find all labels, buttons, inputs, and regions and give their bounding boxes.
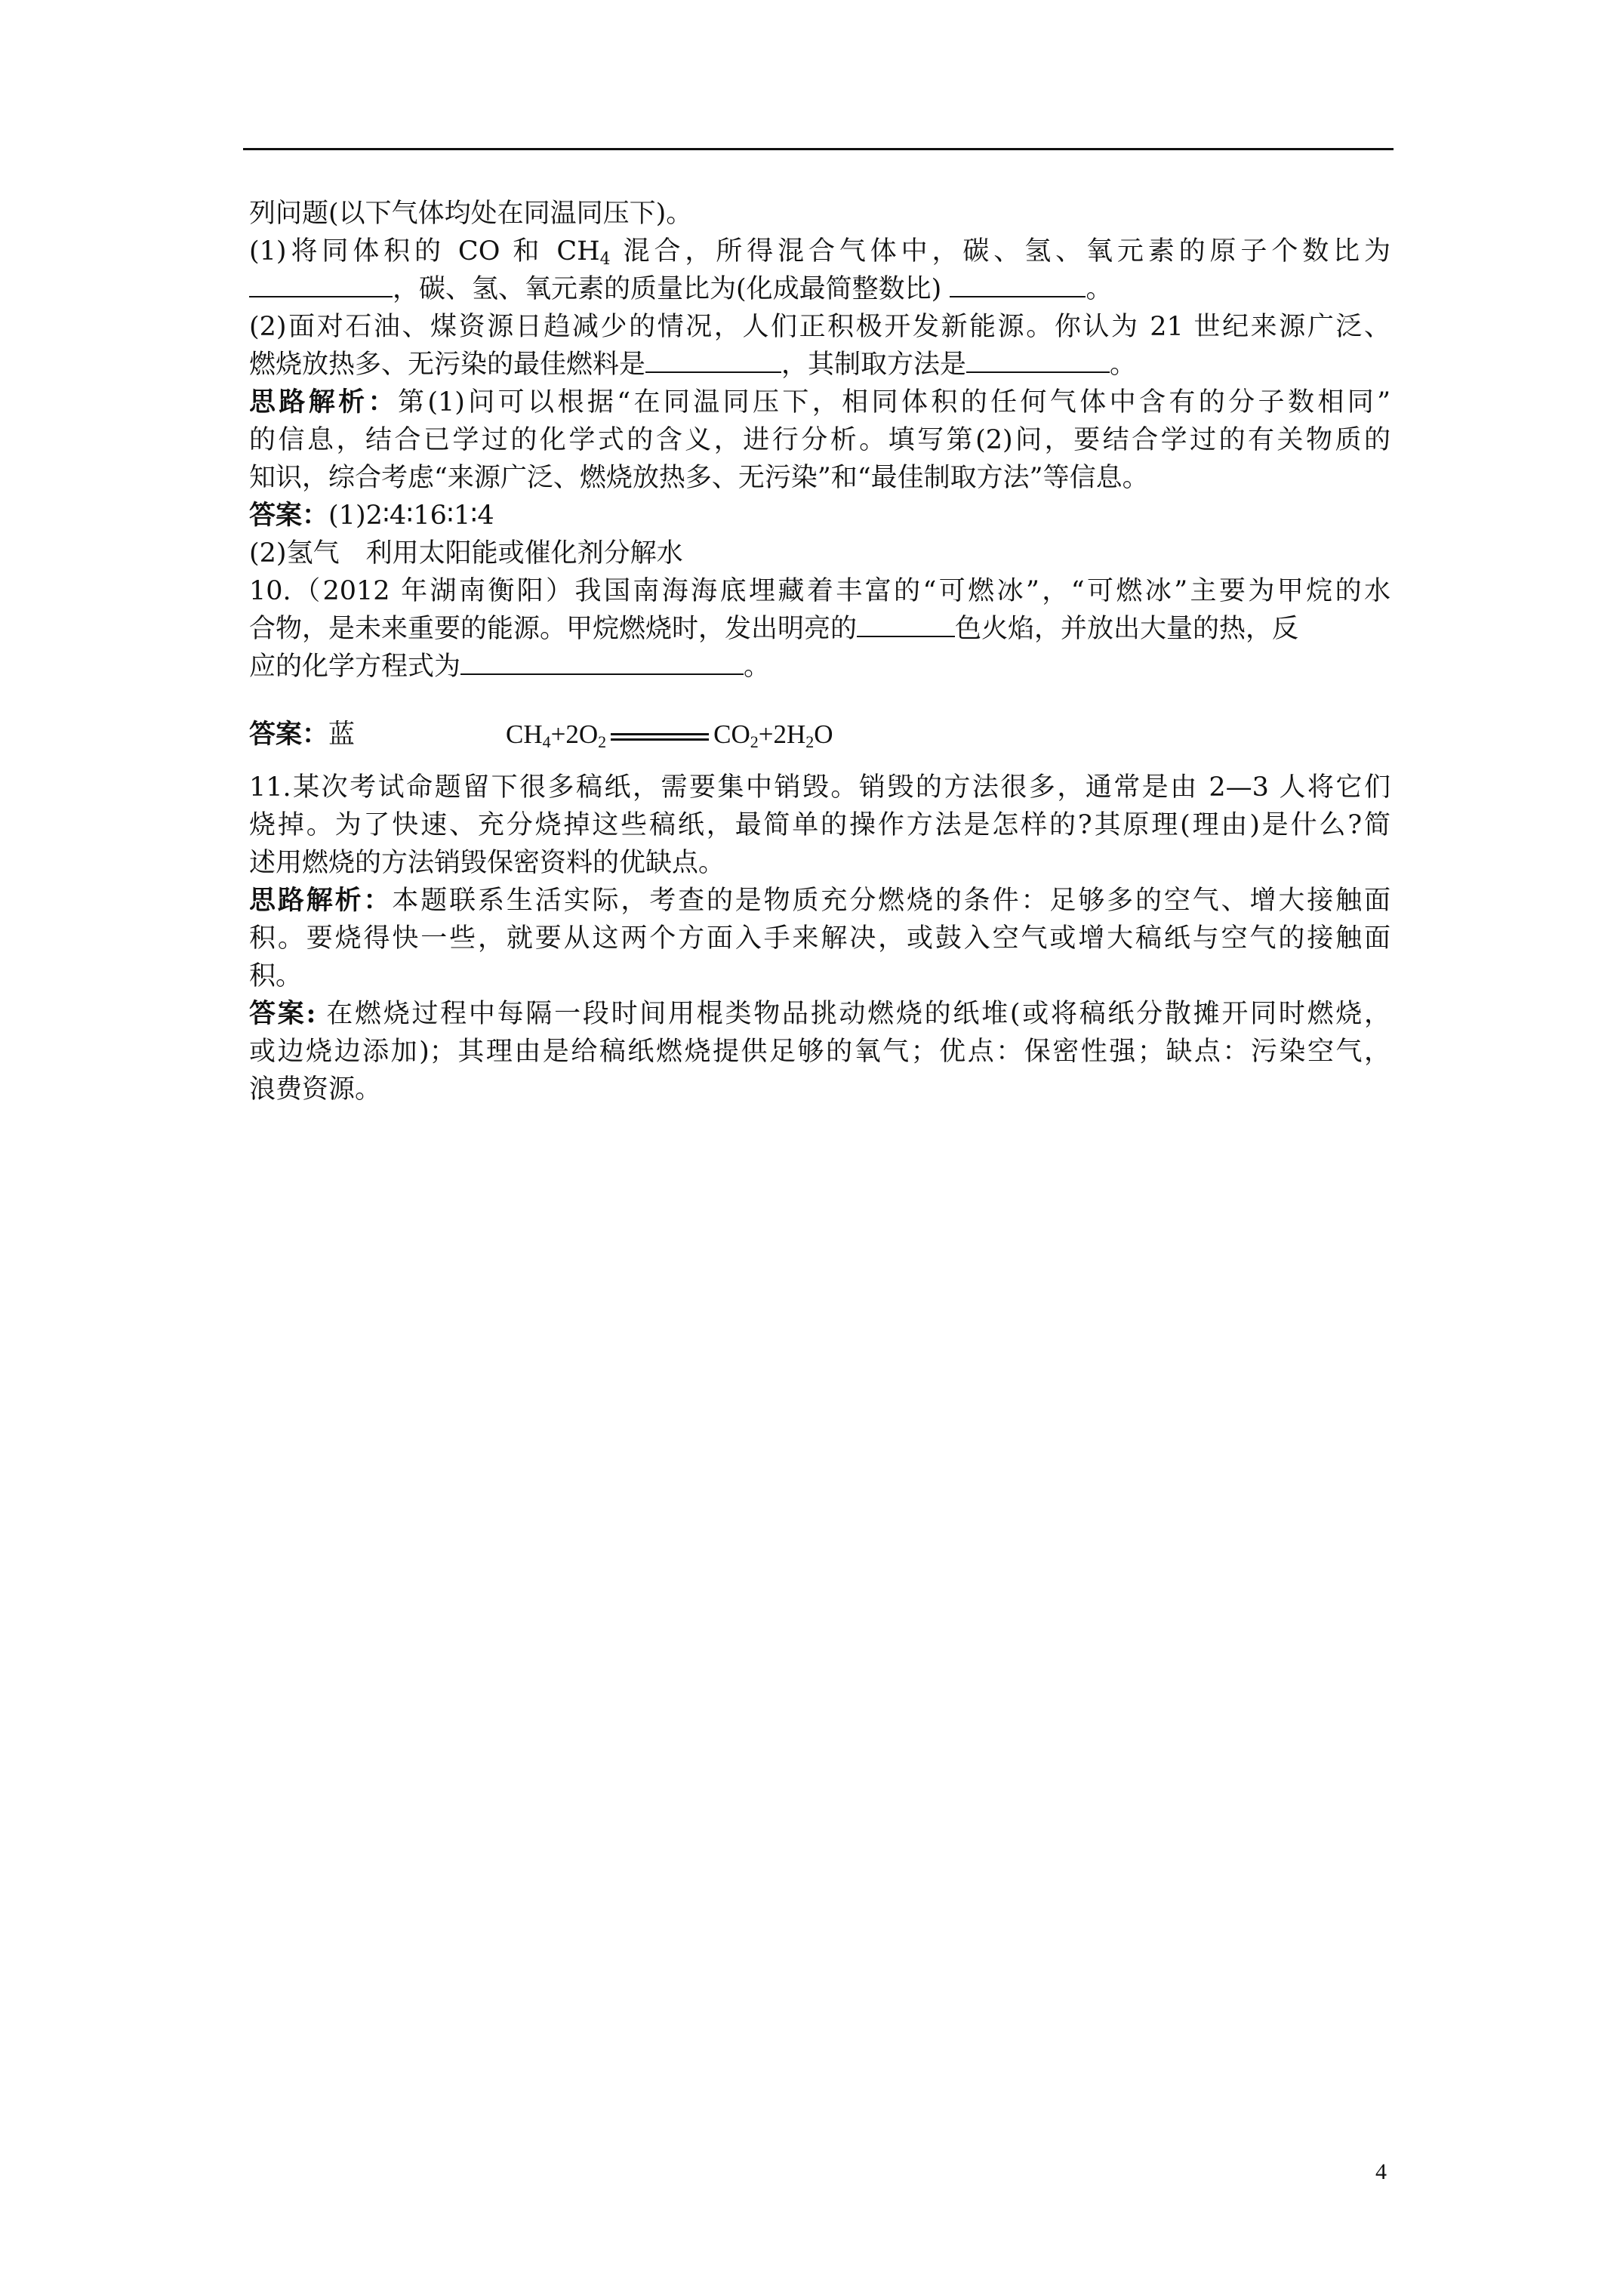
answer-line bbox=[249, 995, 1390, 1033]
analysis-line bbox=[249, 882, 1390, 920]
text: 述用燃烧的方法销毁保密资料的优缺点。 bbox=[249, 848, 725, 878]
question-11-line bbox=[249, 806, 1390, 844]
text: 积。要烧得快一些，就要从这两个方面入手来解决，或鼓入空气或增大稿纸与空气的接触面 bbox=[249, 923, 1390, 954]
answer-line bbox=[249, 1033, 1390, 1071]
text: 。 bbox=[1110, 350, 1137, 380]
text: 浪费资源。 bbox=[249, 1074, 382, 1105]
analysis-line bbox=[249, 384, 1390, 421]
header-rule bbox=[243, 148, 1394, 150]
answer-line bbox=[249, 1071, 1390, 1108]
text: 本题联系生活实际，考查的是物质充分燃烧的条件：足够多的空气、增大接触面 bbox=[392, 886, 1390, 916]
text: 色火焰，并放出大量的热，反 bbox=[955, 614, 1299, 644]
text: 11.某次考试命题留下很多稿纸，需要集中销毁。销毁的方法很多，通常是由 2—3 人将它们 bbox=[249, 772, 1390, 803]
answer-blank bbox=[857, 610, 955, 637]
text: 10.（2012 年湖南衡阳）我国南海海底埋藏着丰富的“可燃冰”，“可燃冰”主要为甲烷的水 bbox=[249, 576, 1390, 606]
question-1-blanks-line bbox=[249, 270, 1390, 308]
text: 蓝 bbox=[328, 720, 356, 750]
text: (1)2∶4∶16∶1∶4 bbox=[328, 501, 494, 531]
subscript: 2 bbox=[805, 732, 815, 751]
text: 在燃烧过程中每隔一段时间用棍类物品挑动燃烧的纸堆(或将稿纸分散摊开同时燃烧， bbox=[316, 999, 1390, 1029]
text: 的信息，结合已学过的化学式的含义，进行分析。填写第(2)问，要结合学过的有关物质的 bbox=[249, 425, 1390, 455]
text: 。 bbox=[744, 652, 771, 682]
answer-label: 答案： bbox=[249, 719, 329, 750]
text: 合物，是未来重要的能源。甲烷燃烧时，发出明亮的 bbox=[249, 614, 858, 644]
text: (2)氢气 利用太阳能或催化剂分解水 bbox=[249, 538, 683, 569]
text: ，其制取方法是 bbox=[781, 350, 967, 380]
text: 列问题(以下气体均处在同温同压下)。 bbox=[249, 199, 693, 229]
question-10-line bbox=[249, 610, 1390, 648]
answer-line bbox=[249, 535, 1390, 572]
text: ，碳、氢、氧元素的质量比为(化成最简整数比) bbox=[393, 274, 950, 304]
text: (1)将同体积的 CO 和 CH bbox=[249, 236, 600, 267]
answer-equation-line bbox=[249, 716, 1390, 769]
formula-part: CO bbox=[713, 720, 750, 749]
answer-blank bbox=[966, 346, 1110, 373]
analysis-label: 思路解析： bbox=[249, 885, 393, 916]
text: 燃烧放热多、无污染的最佳燃料是 bbox=[249, 350, 646, 380]
reaction-equals-sign bbox=[611, 733, 709, 741]
question-2-line bbox=[249, 308, 1390, 346]
analysis-line bbox=[249, 421, 1390, 459]
text-line bbox=[249, 195, 1390, 233]
page-number: 4 bbox=[1375, 2159, 1387, 2184]
subscript: 4 bbox=[542, 732, 551, 751]
answer-blank bbox=[249, 270, 393, 297]
text: 第(1)问可以根据“在同温同压下，相同体积的任何气体中含有的分子数相同” bbox=[397, 387, 1390, 418]
text: 知识，综合考虑“来源广泛、燃烧放热多、无污染”和“最佳制取方法”等信息。 bbox=[249, 463, 1149, 493]
answer-blank bbox=[645, 346, 781, 373]
text: (2)面对石油、煤资源日趋减少的情况，人们正积极开发新能源。你认为 21 世纪来源广泛、 bbox=[249, 312, 1390, 342]
chemical-equation bbox=[506, 716, 833, 754]
text: 积。 bbox=[249, 961, 303, 991]
answer-blank bbox=[460, 648, 744, 675]
answer-blank bbox=[950, 270, 1086, 297]
answer-line bbox=[249, 497, 1390, 535]
document-body bbox=[249, 195, 1390, 1108]
question-11-line bbox=[249, 844, 1390, 882]
question-10-line bbox=[249, 572, 1390, 610]
text: 或边烧边添加)；其理由是给稿纸燃烧提供足够的氧气；优点：保密性强；缺点：污染空气， bbox=[249, 1037, 1390, 1067]
question-11-line bbox=[249, 769, 1390, 806]
question-1-line bbox=[249, 233, 1390, 270]
subscript: 2 bbox=[598, 732, 607, 751]
analysis-line bbox=[249, 957, 1390, 995]
subscript: 2 bbox=[750, 732, 759, 751]
analysis-line bbox=[249, 920, 1390, 957]
text: 烧掉。为了快速、充分烧掉这些稿纸，最简单的操作方法是怎样的?其原理(理由)是什么?简 bbox=[249, 810, 1390, 840]
question-2-blanks-line bbox=[249, 346, 1390, 384]
text: 混合，所得混合气体中，碳、氢、氧元素的原子个数比为 bbox=[610, 236, 1390, 267]
analysis-line bbox=[249, 459, 1390, 497]
formula-part: +2O bbox=[550, 720, 599, 749]
subscript: 4 bbox=[599, 250, 611, 269]
formula-part: +2H bbox=[758, 720, 806, 749]
text: 。 bbox=[1086, 274, 1113, 304]
formula-part: CH bbox=[506, 720, 543, 749]
text: 应的化学方程式为 bbox=[249, 652, 461, 682]
answer-label: 答案: bbox=[249, 998, 316, 1029]
question-10-line bbox=[249, 648, 1390, 686]
formula-part: O bbox=[814, 720, 833, 749]
analysis-label: 思路解析： bbox=[249, 387, 398, 418]
answer-label: 答案： bbox=[249, 500, 329, 531]
